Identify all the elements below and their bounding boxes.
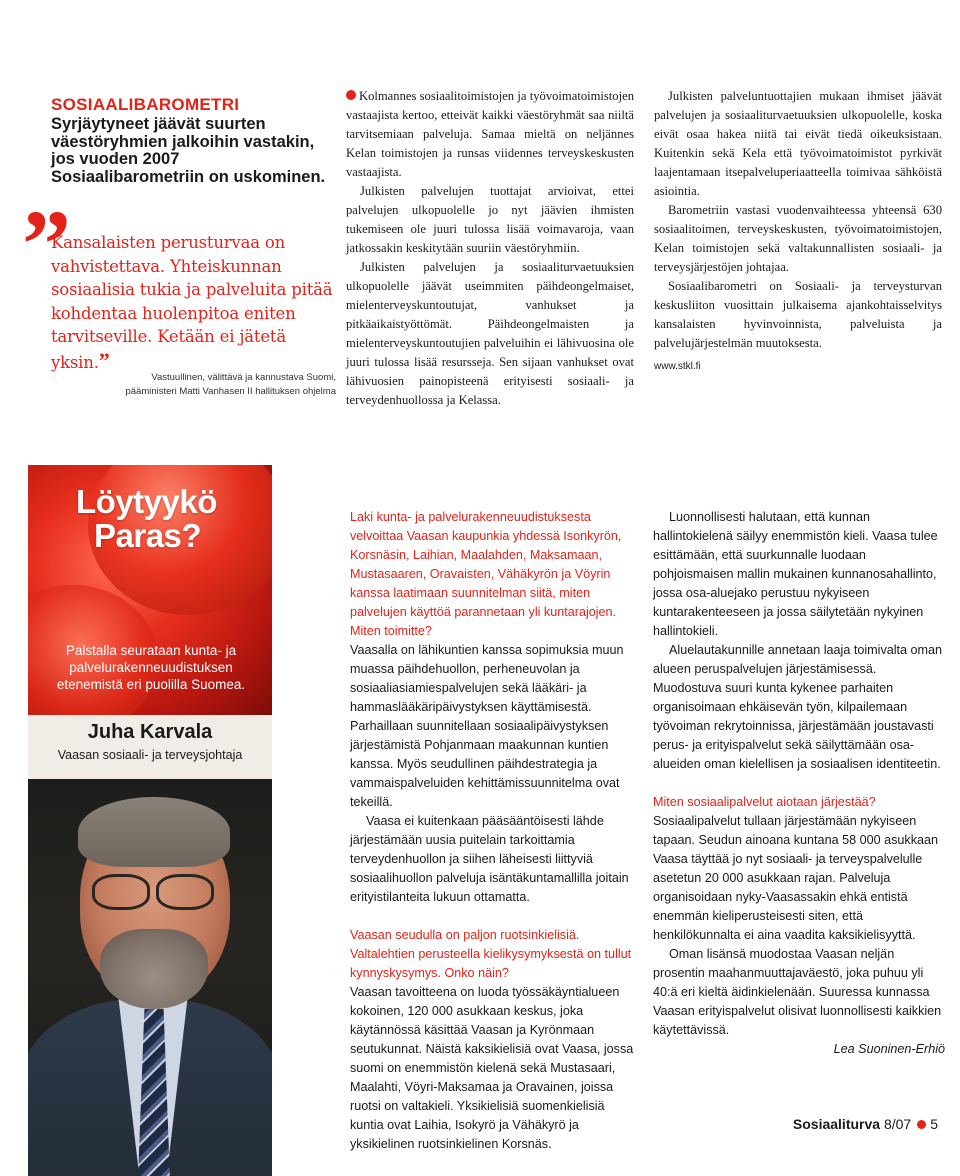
interview-column-2 [653, 508, 945, 1059]
pull-quote-text: Kansalaisten perusturvaa on vahvistettava. Yhteiskunnan sosiaalisia tukia ja palveluita pitää kohdentaa huolenpitoa eniten tarvitseville. Ketään ei jätetä yksin. [51, 233, 333, 372]
source-link[interactable]: www.stkl.fi [654, 361, 701, 372]
interview-answer: Aluelautakunnille annetaan laaja toimivalta oman alueen peruspalvelujen järjestämisessä. Muodostuva suuri kunta kykenee parhaiten organisoimaan ehkäisevän työn, kilpailemaan työvoiman rekrytoinnissa, järjestämään joustavasti perus- ja erityispalvelut sekä säilyttämään osa-alueiden oman kielellisen ja sosiaalisen identiteetin. [653, 643, 943, 771]
interview-answer: Sosiaalipalvelut tullaan järjestämään nykyiseen tapaan. Seudun ainoana kuntana 58 000 asukkaan Vaasa täyttää jo nyt sosiaali- ja terveyspalvelulle asetetun 20 000 asukkaan rajan. Palveluja organisoidaan nyky-Vaasassakin ehkä entistä enemmän kieliperusteisesti siten, että henkilökunnalta ei aina vaadita kaksikielisyyttä. [653, 814, 939, 942]
glasses-icon [92, 874, 150, 910]
quote-close-mark: ” [98, 347, 110, 373]
issue-number: 8/07 [883, 1116, 912, 1132]
quote-open-icon: ” [22, 191, 71, 299]
sidebar-photo-block [28, 465, 272, 1176]
interview-question: Miten sosiaalipalvelut aiotaan järjestää? [653, 795, 876, 809]
interview-answer: Oman lisänsä muodostaa Vaasan neljän prosentin maahanmuuttajaväestö, joka puhuu yli 40:ä eri kieltä äidinkielenään. Suuressa kunnassa Vaasan erityispalvelut olisivat luonnollisesti kaikkien käytettävissä. [653, 947, 942, 1037]
paragraph: Barometriin vastasi vuodenvaihteessa yhteensä 630 sosiaalitoimen, terveyskeskusten, työvoimatoimistojen, Kelan toimistojen sekä valtakunnallisten sosiaali- ja terveysjärjestöjen johtajaa. [654, 203, 942, 274]
bullet-icon [346, 90, 356, 100]
interviewee-name: Juha Karvala [87, 721, 213, 743]
pull-quote [51, 231, 335, 374]
sidebar-title: Löytyykö Paras? [76, 483, 217, 554]
page-number: 5 [930, 1116, 938, 1132]
paragraph: Julkisten palvelujen tuottajat arvioivat, ettei palvelujen ulkopuolelle jo nyt jäävien ihmisten tukemiseen ole juuri tulossa lisää voimavaroja, vaan jatkossakin keskitytään suuriin väestöryhmiin. [346, 184, 634, 255]
tomato-image [28, 465, 272, 715]
author-signature: Lea Suoninen-Erhiö [833, 1042, 945, 1056]
paragraph: Sosiaalibarometri on Sosiaali- ja terveysturvan keskusliiton vuosittain julkaisema ajankohtaisselvitys kansalaisten hyvinvoinnista, palveluista ja palvelujärjestelmän muutoksesta. [654, 279, 942, 350]
interviewee-role: Vaasan sosiaali- ja terveysjohtaja [57, 748, 243, 762]
interview-answer: Luonnollisesti halutaan, että kunnan hallintokielenä säilyy enemmistön kieli. Vaasa tulee esittämään, että suurkunnalle luodaan pohjoismaisen mallin mukainen kunnanosahallinto, jossa osa-aluejako perustuu nykyiseen kuntarakenteeseen ja jossa säilytetään nykyinen hallintokieli. [653, 510, 938, 638]
paragraph: Julkisten palveluntuottajien mukaan ihmiset jäävät palvelujen ja sosiaaliturvaetuuksien ulkopuolelle, koska eivät osaa hakea niitä tai eivät tiedä oikeuksistaan. Kuitenkin sekä Kela että työvoimatoimistot pyrkivät laajentamaan itsepalveluperiaatteella toimivaa sähköistä asiointia. [654, 89, 942, 198]
interview-answer: Vaasalla on lähikuntien kanssa sopimuksia muun muassa päihdehuollon, perheneuvolan ja sosiaaliasiamiespalvelujen sekä lääkäri- ja hammaslääkäripäivystyksen käyttämisestä. Parhaillaan suunnitellaan sosiaalipäivystyksen järjestämistä Pohjanmaan maakunnan kuntien kanssa. Myös seudullinen päihdestrategia ja vammaispalveluiden kehittämissuunnitelma ovat tekeillä. [350, 643, 624, 809]
glasses-icon [156, 874, 214, 910]
paragraph: Julkisten palvelujen ja sosiaaliturvaetuuksien ulkopuolelle jäävät useimmiten päihdeongelmaiset, mielenterveyskuntoutujat, vanhukset ja pitkäaikaistyöttömät. Päihdeongelmaisten ja mielenterveyskuntoutujien palveluihin ei lähivuosina ole juuri tulossa lisää resursseja. Sen sijaan vanhukset ovat lähivuosien painopisteenä erityisesti sosiaali- ja terveydenhuollossa ja Kelassa. [346, 260, 634, 407]
sidebar-subtitle: Palstalla seurataan kunta- ja palvelurakenneuudistuksen etenemistä eri puolilla Suomea. [56, 643, 246, 692]
lead-paragraph: Syrjäytyneet jäävät suurten väestöryhmien jalkoihin vastakin, jos vuoden 2007 Sosiaalibarometriin on uskominen. [51, 115, 326, 186]
quote-attribution: Vastuullinen, välittävä ja kannustava Suomi, pääministeri Matti Vanhasen II hallituksen ohjelma [125, 372, 336, 397]
article-column-3 [654, 87, 942, 376]
magazine-name: Sosiaaliturva [792, 1116, 881, 1132]
interview-answer: Vaasa ei kuitenkaan pääsääntöisesti lähde järjestämään uusia puitelain tarkoittamia terveydenhuollon ja siihen läheisesti liittyviä sosiaalihuollon palveluja isäntäkuntamallilla joitain erityistilanteita lukuun ottamatta. [350, 814, 629, 904]
article-column-2 [346, 87, 634, 410]
interview-question: Vaasan seudulla on paljon ruotsinkielisiä. Valtalehtien perusteella kielikysymyksestä on tullut kynnyskysymys. Onko näin? [350, 928, 632, 980]
interview-column-1 [350, 508, 638, 1154]
interview-question: Laki kunta- ja palvelurakenneuudistuksesta velvoittaa Vaasan kaupunkia yhdessä Isonkyrön, Korsnäsin, Laihian, Maalahden, Maksamaan, Mustasaaren, Oravaisten, Vähäkyrön ja Vöyrin kanssa laatimaan suunnitelman siitä, miten palvelujen käyttöä parannetaan yli kuntarajojen. Miten toimitte? [350, 510, 622, 638]
interview-answer: Vaasan tavoitteena on luoda työssäkäyntialueen kokoinen, 120 000 asukkaan keskus, joka käytännössä käsittää Vaasan ja Kyrönmaan seutukunnat. Näistä kaksikielisiä ovat Vaasa, jossa suomi on enemmistön kielenä sekä Mustasaari, Maalahti, Vöyri-Maksamaa ja Oravainen, joissa ruotsi on valtakieli. Yksikielisiä suomenkielisiä kuntia ovat Laihia, Isokyrö ja Vähäkyrö ja yksikielinen ruotsinkielinen Korsnäs. [350, 985, 634, 1151]
paragraph: Kolmannes sosiaalitoimistojen ja työvoimatoimistojen vastaajista kertoo, etteivät kaikki väestöryhmät saa niiltä tarvitsemiaan palveluja. Samaa mieltä on neljännes Kelan toimistojen ja runsas viidennes terveyskeskusten vastaajista. [346, 89, 634, 179]
page-footer [793, 1116, 938, 1132]
portrait-photo [28, 779, 272, 1176]
portrait-beard [100, 929, 208, 1009]
portrait-hair [78, 797, 230, 867]
dot-icon [917, 1120, 926, 1129]
section-kicker: SOSIAALIBAROMETRI [51, 95, 240, 114]
